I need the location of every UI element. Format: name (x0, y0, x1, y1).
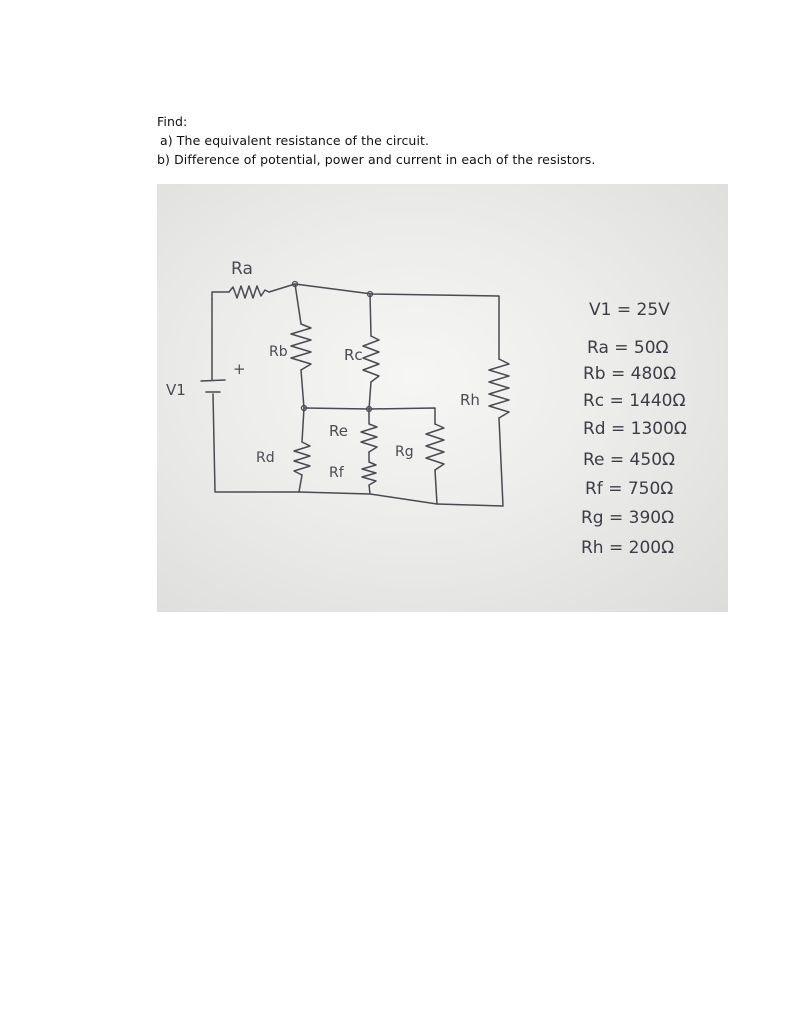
value-rd: Rd = 1300Ω (583, 419, 687, 439)
resistor-rh (489, 359, 509, 418)
value-rb: Rb = 480Ω (583, 364, 677, 384)
resistor-rc (363, 336, 379, 382)
wire-rc-bottom (369, 382, 371, 409)
resistor-ra (229, 286, 269, 298)
wire-rd-bottom (299, 475, 302, 492)
label-rh: Rh (460, 391, 480, 409)
label-v1: V1 (166, 381, 186, 399)
problem-part-a: a) The equivalent resistance of the circuit. (160, 133, 430, 148)
wire-rg-bottom (435, 470, 437, 504)
problem-statement (157, 112, 595, 169)
wire-rc-top (370, 294, 371, 336)
resistor-rd (294, 442, 310, 475)
label-ra: Ra (231, 259, 253, 279)
battery-long-plate (201, 380, 225, 381)
label-rc: Rc (344, 346, 363, 364)
circuit-diagram (157, 184, 728, 612)
value-rh: Rh = 200Ω (581, 538, 675, 558)
value-re: Re = 450Ω (583, 450, 675, 470)
wire-right (437, 418, 503, 506)
problem-heading: Find: (157, 114, 188, 129)
label-rg: Rg (395, 444, 414, 460)
wire-left-bottom (213, 394, 299, 492)
wire-rb-top (295, 284, 301, 324)
value-rc: Rc = 1440Ω (583, 391, 686, 411)
label-rd: Rd (256, 450, 275, 466)
resistor-rf (362, 452, 376, 494)
value-rg: Rg = 390Ω (581, 508, 675, 528)
problem-part-b: b) Difference of potential, power and current in each of the resistors. (157, 152, 596, 167)
resistor-rg (426, 424, 444, 470)
wire-rd-top (302, 408, 304, 442)
circuit-photo (157, 184, 728, 612)
value-rf: Rf = 750Ω (585, 479, 674, 499)
wire-top-left (212, 292, 229, 299)
wire-bottom (299, 492, 437, 504)
label-plus: + (233, 360, 246, 378)
resistor-re (361, 409, 377, 452)
label-rf: Rf (329, 465, 344, 481)
label-rb: Rb (269, 344, 288, 360)
wire-rb-bottom (301, 370, 304, 408)
label-re: Re (329, 422, 348, 440)
value-v1: V1 = 25V (589, 300, 670, 320)
wire-top (269, 284, 499, 359)
resistor-rb (291, 324, 311, 370)
value-ra: Ra = 50Ω (587, 338, 669, 358)
